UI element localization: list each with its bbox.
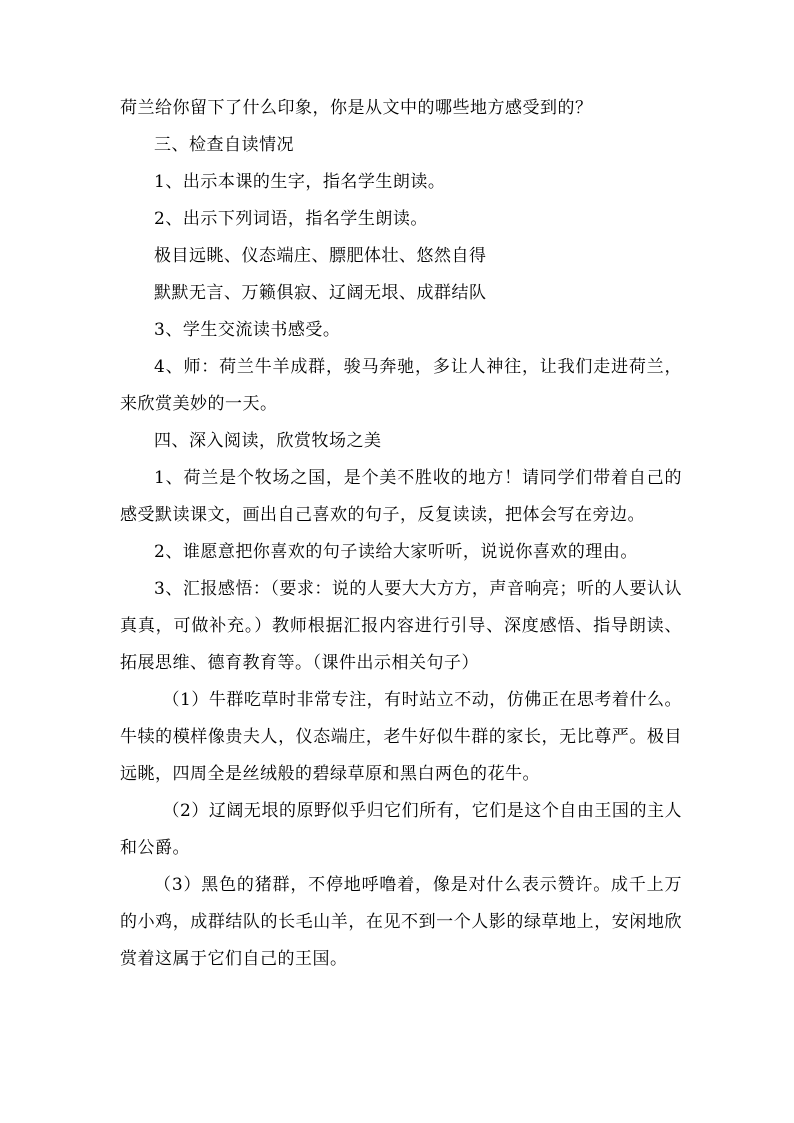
list-item: 1、出示本课的生字，指名学生朗读。 [154,172,446,192]
quoted-sentence: （3）黑色的猪群，不停地呼噜着，像是对什么表示赞许。成千上万的小鸡，成群结队的长毛山羊，在见不到一个人影的绿草地上，安闲地欣赏着这属于它们自己的王国。 [120,875,682,969]
quoted-sentence: （2）辽阔无垠的原野似乎归它们所有，它们是这个自由王国的主人和公爵。 [120,801,682,858]
paragraph-question: 荷兰给你留下了什么印象，你是从文中的哪些地方感受到的？ [120,98,593,118]
list-item: 3、学生交流读书感受。 [154,320,341,340]
list-item: 2、谁愿意把你喜欢的句子读给大家听听，说说你喜欢的理由。 [154,542,638,562]
vocabulary-line: 默默无言、万籁俱寂、辽阔无垠、成群结队 [154,283,487,303]
section-heading-3: 三、检查自读情况 [154,135,294,155]
vocabulary-line: 极目远眺、仪态端庄、膘肥体壮、悠然自得 [154,246,487,266]
list-item: 1、荷兰是个牧场之国，是个美不胜收的地方！请同学们带着自己的感受默读课文，画出自己喜欢的句子，反复读读，把体会写在旁边。 [120,468,682,525]
list-item: 3、汇报感悟：（要求：说的人要大大方方，声音响亮；听的人要认认真真，可做补充。）教师根据汇报内容进行引导、深度感悟、指导朗读、拓展思维、德育教育等。（课件出示相关句子） [120,579,682,673]
list-item: 4、师：荷兰牛羊成群，骏马奔驰，多让人神往，让我们走进荷兰，来欣赏美妙的一天。 [120,357,682,414]
document-body [120,90,682,978]
quoted-sentence: （1）牛群吃草时非常专注，有时站立不动，仿佛正在思考着什么。牛犊的模样像贵夫人，仪态端庄，老牛好似牛群的家长，无比尊严。极目远眺，四周全是丝绒般的碧绿草原和黑白两色的花牛。 [120,690,682,784]
section-heading-4: 四、深入阅读，欣赏牧场之美 [154,431,382,451]
list-item: 2、出示下列词语，指名学生朗读。 [154,209,428,229]
